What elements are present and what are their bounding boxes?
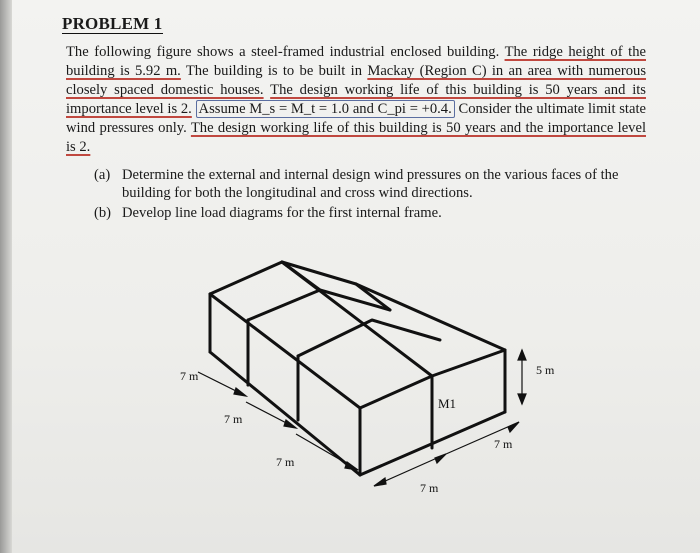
dim-label-right: 7 m [494, 437, 513, 451]
dim-label-bay1: 7 m [224, 412, 243, 426]
dim-arrow-front-start [374, 478, 386, 486]
frame-label-m1: M1 [438, 396, 457, 411]
dim-arrow-right-end [508, 422, 519, 432]
task-a-text: Determine the external and internal design wind pressures on the various faces of the building for both the longitudinal and cross wind directions. [122, 167, 619, 201]
sentence-location: Mackay (Region C) in an area with numerous closely spaced domestic houses. [66, 63, 647, 98]
sentence-design-life: The design working life of this building is 50 years and its importance level is 2. [66, 82, 646, 117]
sentence-design-life-repeat: The design working life of this building is 50 years and the importance level is 2. [66, 120, 646, 155]
back-gable-frame [210, 262, 356, 294]
dim-arrow-bay2 [345, 462, 358, 470]
dim-arrow-left-end [234, 388, 246, 396]
sentence-assumptions: Assume M_s = M_t = 1.0 and C_pi = +0.4. [196, 100, 455, 118]
dim-label-bay2: 7 m [276, 455, 295, 469]
sentence-location-lead: The building is to be built in [185, 63, 363, 79]
task-b-text: Develop line load diagrams for the first internal frame. [122, 205, 442, 221]
dim-label-left: 7 m [180, 369, 199, 383]
problem-heading: PROBLEM 1 [62, 14, 163, 33]
dim-arrow-height-bottom [518, 394, 526, 404]
dim-arrow-height-top [518, 350, 526, 360]
sentence-ridge-height: The ridge height of the building is 5.92 m. [66, 44, 646, 79]
task-b-label: (b) [94, 205, 112, 221]
sentence-limit-state: Consider the ultimate limit state wind pressures only. [66, 101, 646, 136]
dim-label-front: 7 m [420, 481, 439, 495]
task-a-label: (a) [94, 167, 111, 183]
sentence-intro: The following figure shows a steel-framed industrial enclosed building. [66, 44, 500, 60]
right-eave-line [356, 284, 505, 350]
dim-label-height: 5 m [536, 363, 555, 377]
frame-2-rafters [298, 320, 440, 356]
left-eave-line [210, 294, 360, 408]
dim-arrow-front-end [435, 454, 446, 463]
